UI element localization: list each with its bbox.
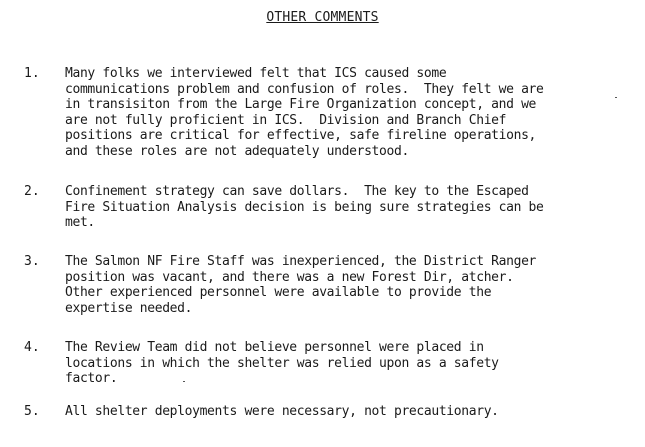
item-text: The Salmon NF Fire Staff was inexperienced, the District Ranger position was vacant, and there was a new Forest Dir, atcher. Other experienced personnel were available to provide the expertise needed. [65, 254, 537, 316]
scan-speck [183, 381, 185, 382]
page-title: OTHER COMMENTS [266, 10, 379, 25]
item-text: Many folks we interviewed felt that ICS caused some communications problem and confusion of roles. They felt we are in transisiton from the Large Fire Organization concept, and we are not fully proficient in ICS. Division and Branch Chief positions are critical for effective, safe fireline operations, and these roles are not adequately understood. [65, 66, 544, 159]
item-text: Confinement strategy can save dollars. The key to the Escaped Fire Situation Analysis decision is being sure strategies can be met. [65, 184, 544, 230]
item-number: 3. [24, 254, 40, 269]
item-text: All shelter deployments were necessary, not precautionary. [65, 404, 499, 419]
item-text: The Review Team did not believe personnel were placed in locations in which the shelter was relied upon as a safety factor. [65, 340, 499, 386]
item-number: 1. [24, 66, 40, 81]
item-number: 5. [24, 404, 40, 419]
item-number: 4. [24, 340, 40, 355]
scan-speck [615, 97, 617, 98]
item-number: 2. [24, 184, 40, 199]
